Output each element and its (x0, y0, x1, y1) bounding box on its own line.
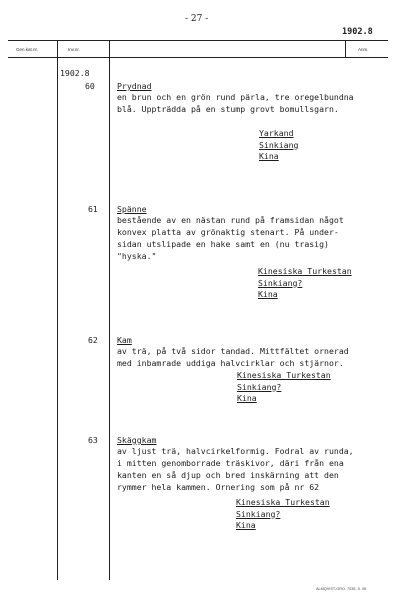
entry-body-line: rymmer hela kammen. Ornering som på nr 62 (117, 482, 320, 492)
column-divider-3 (345, 40, 346, 57)
location-line: Sinkiang? (237, 381, 282, 392)
location-line: Kina (259, 151, 279, 162)
year-mark: 1902.8 (60, 68, 90, 78)
page-number: - 27 - (185, 14, 209, 24)
location-line: Sinkiang (259, 139, 299, 150)
entry-locations (259, 128, 298, 163)
entry-body-line: blå. Uppträdda på en stump grovt bomullsgarn. (117, 104, 339, 114)
location-line: Yarkand (259, 128, 294, 138)
column-header-genkat: Gen.kat.nr. (16, 47, 39, 52)
location-line: Kinesiska Turkestan (236, 497, 330, 507)
header-bottom-rule (8, 57, 388, 58)
location-line: Kina (236, 520, 256, 531)
header-top-rule (8, 40, 388, 41)
location-line: Kina (258, 289, 278, 300)
entry-locations (237, 370, 331, 405)
entry-body-line: i mitten genomborrade träskivor, däri från ena (117, 458, 344, 468)
entry-number: 60 (85, 81, 95, 91)
header-year: 1902.8 (342, 27, 373, 37)
entry-locations (236, 497, 330, 532)
column-header-invnr: Inv.nr. (68, 47, 80, 52)
entry-body-line: konvex platta av grönaktig stenart. På under- (117, 227, 339, 237)
entry-body-line: med inbamrade uddiga halvcirklar och stjärnor. (117, 358, 344, 368)
location-line: Sinkiang? (236, 508, 281, 519)
column-header-anm: Anm. (358, 47, 369, 52)
entry-body-line: kanten en så djup och bred inskärning att den (117, 470, 339, 480)
entry-number: 62 (88, 335, 98, 345)
footer-print-mark: ALMQVIST-GRO. 7035. 5. 49. (316, 587, 368, 591)
entry-body-line: "hyska." (117, 251, 157, 261)
entry-body-line: av ljust trä, halvcirkelformig. Fodral av runda, (117, 446, 354, 456)
entry-body-line: av trä, på två sidor tandad. Mittfältet ornerad (117, 346, 349, 356)
entry-title: Spänne (117, 204, 147, 214)
entry-number: 61 (88, 204, 98, 214)
entry-body-line: sidan utslipade en hake samt en (nu trasig) (117, 239, 329, 249)
location-line: Sinkiang? (258, 277, 303, 288)
column-divider-1 (57, 40, 58, 580)
entry-body-line: en brun och en grön rund pärla, tre oregelbundna (117, 92, 354, 102)
location-line: Kina (237, 393, 257, 404)
location-line: Kinesiska Turkestan (237, 370, 331, 380)
column-divider-2 (109, 40, 110, 580)
entry-title: Prydnad (117, 81, 152, 91)
entry-title: Kam (117, 335, 132, 345)
entry-number: 63 (88, 435, 98, 445)
entry-title: Skäggkam (117, 435, 157, 445)
entry-body-line: bestående av en nästan rund på framsidan något (117, 215, 344, 225)
location-line: Kinesiska Turkestan (258, 266, 352, 276)
entry-locations (258, 266, 352, 301)
